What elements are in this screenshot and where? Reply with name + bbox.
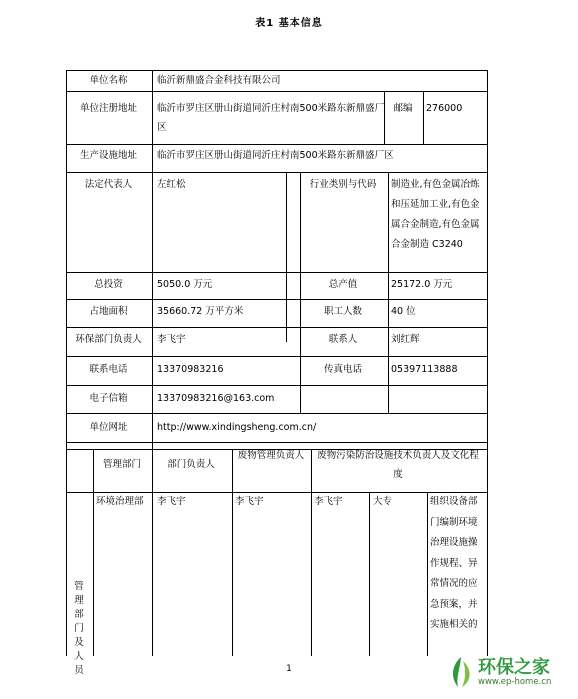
- logo-url: www.ep-home.cn: [478, 677, 552, 687]
- postcode-label: 邮编: [393, 103, 413, 114]
- staff-label: 职工人数: [323, 306, 362, 317]
- facility-address-label: 生产设施地址: [79, 150, 137, 161]
- website-value: http://www.xindingsheng.com.cn/: [157, 422, 317, 433]
- env-head-label: 环保部门负责人: [75, 334, 142, 345]
- fax-value: 05397113888: [391, 364, 458, 375]
- fax-label: 传真电话: [323, 364, 362, 375]
- reg-address-value: 临沂市罗庄区册山街道同沂庄村南500米路东新鼎盛厂区: [157, 103, 385, 133]
- area-label: 占地面积: [89, 306, 128, 317]
- table-title: 表1 基本信息: [255, 18, 323, 29]
- staff-value: 40 位: [391, 306, 416, 317]
- investment-value: 5050.0 万元: [157, 279, 213, 290]
- email-value: 13370983216@163.com: [157, 393, 275, 404]
- mgmt-row-waste: 李飞宇: [235, 496, 264, 507]
- mgmt-row-tech-name: 李飞宇: [314, 496, 343, 507]
- unit-name-label: 单位名称: [89, 75, 128, 86]
- area-value: 35660.72 万平方米: [157, 306, 244, 317]
- mgmt-side-label: 管理部门及人员: [74, 581, 84, 676]
- page-number: 1: [286, 664, 292, 674]
- contact-value: 刘红辉: [391, 334, 420, 345]
- mgmt-row-dept: 环境治理部: [96, 496, 144, 507]
- mgmt-col-tech: 废物污染防治设施技术负责人及文化程度: [317, 450, 479, 480]
- reg-address-label: 单位注册地址: [79, 103, 137, 114]
- mgmt-row-head: 李飞宇: [157, 496, 186, 507]
- legal-rep-label: 法定代表人: [84, 179, 133, 190]
- logo-name: 环保之家: [478, 657, 550, 678]
- phone-label: 联系电话: [89, 364, 128, 375]
- contact-label: 联系人: [328, 334, 358, 345]
- output-value: 25172.0 万元: [391, 279, 453, 290]
- industry-label: 行业类别与代码: [309, 179, 377, 190]
- env-head-value: 李飞宇: [157, 334, 186, 345]
- facility-address-value: 临沂市罗庄区册山街道同沂庄村南500米路东新鼎盛厂区: [157, 150, 394, 161]
- industry-value: 制造业,有色金属冶炼和压延加工业,有色金属合金制造,有色金属合金制造 C3240: [391, 179, 480, 250]
- postcode-value: 276000: [426, 103, 463, 114]
- leaf-logo-icon: [448, 655, 474, 689]
- mgmt-row-duty: 组织设备部门编制环境治理设施操作规程、异常情况的应急预案，并实施相关的: [430, 496, 478, 630]
- phone-value: 13370983216: [157, 364, 224, 375]
- unit-name-value: 临沂新鼎盛合金科技有限公司: [157, 75, 281, 86]
- investment-label: 总投资: [94, 279, 123, 290]
- mgmt-row-edu: 大专: [373, 496, 393, 507]
- site-logo[interactable]: [448, 653, 570, 693]
- legal-rep-value: 左红松: [157, 179, 186, 190]
- mgmt-col-head: 部门负责人: [167, 459, 215, 470]
- output-label: 总产值: [328, 279, 358, 290]
- mgmt-col-waste: 废物管理负责人: [237, 450, 305, 461]
- email-label: 电子信箱: [89, 393, 128, 404]
- website-label: 单位网址: [89, 422, 128, 433]
- mgmt-col-dept: 管理部门: [102, 459, 141, 470]
